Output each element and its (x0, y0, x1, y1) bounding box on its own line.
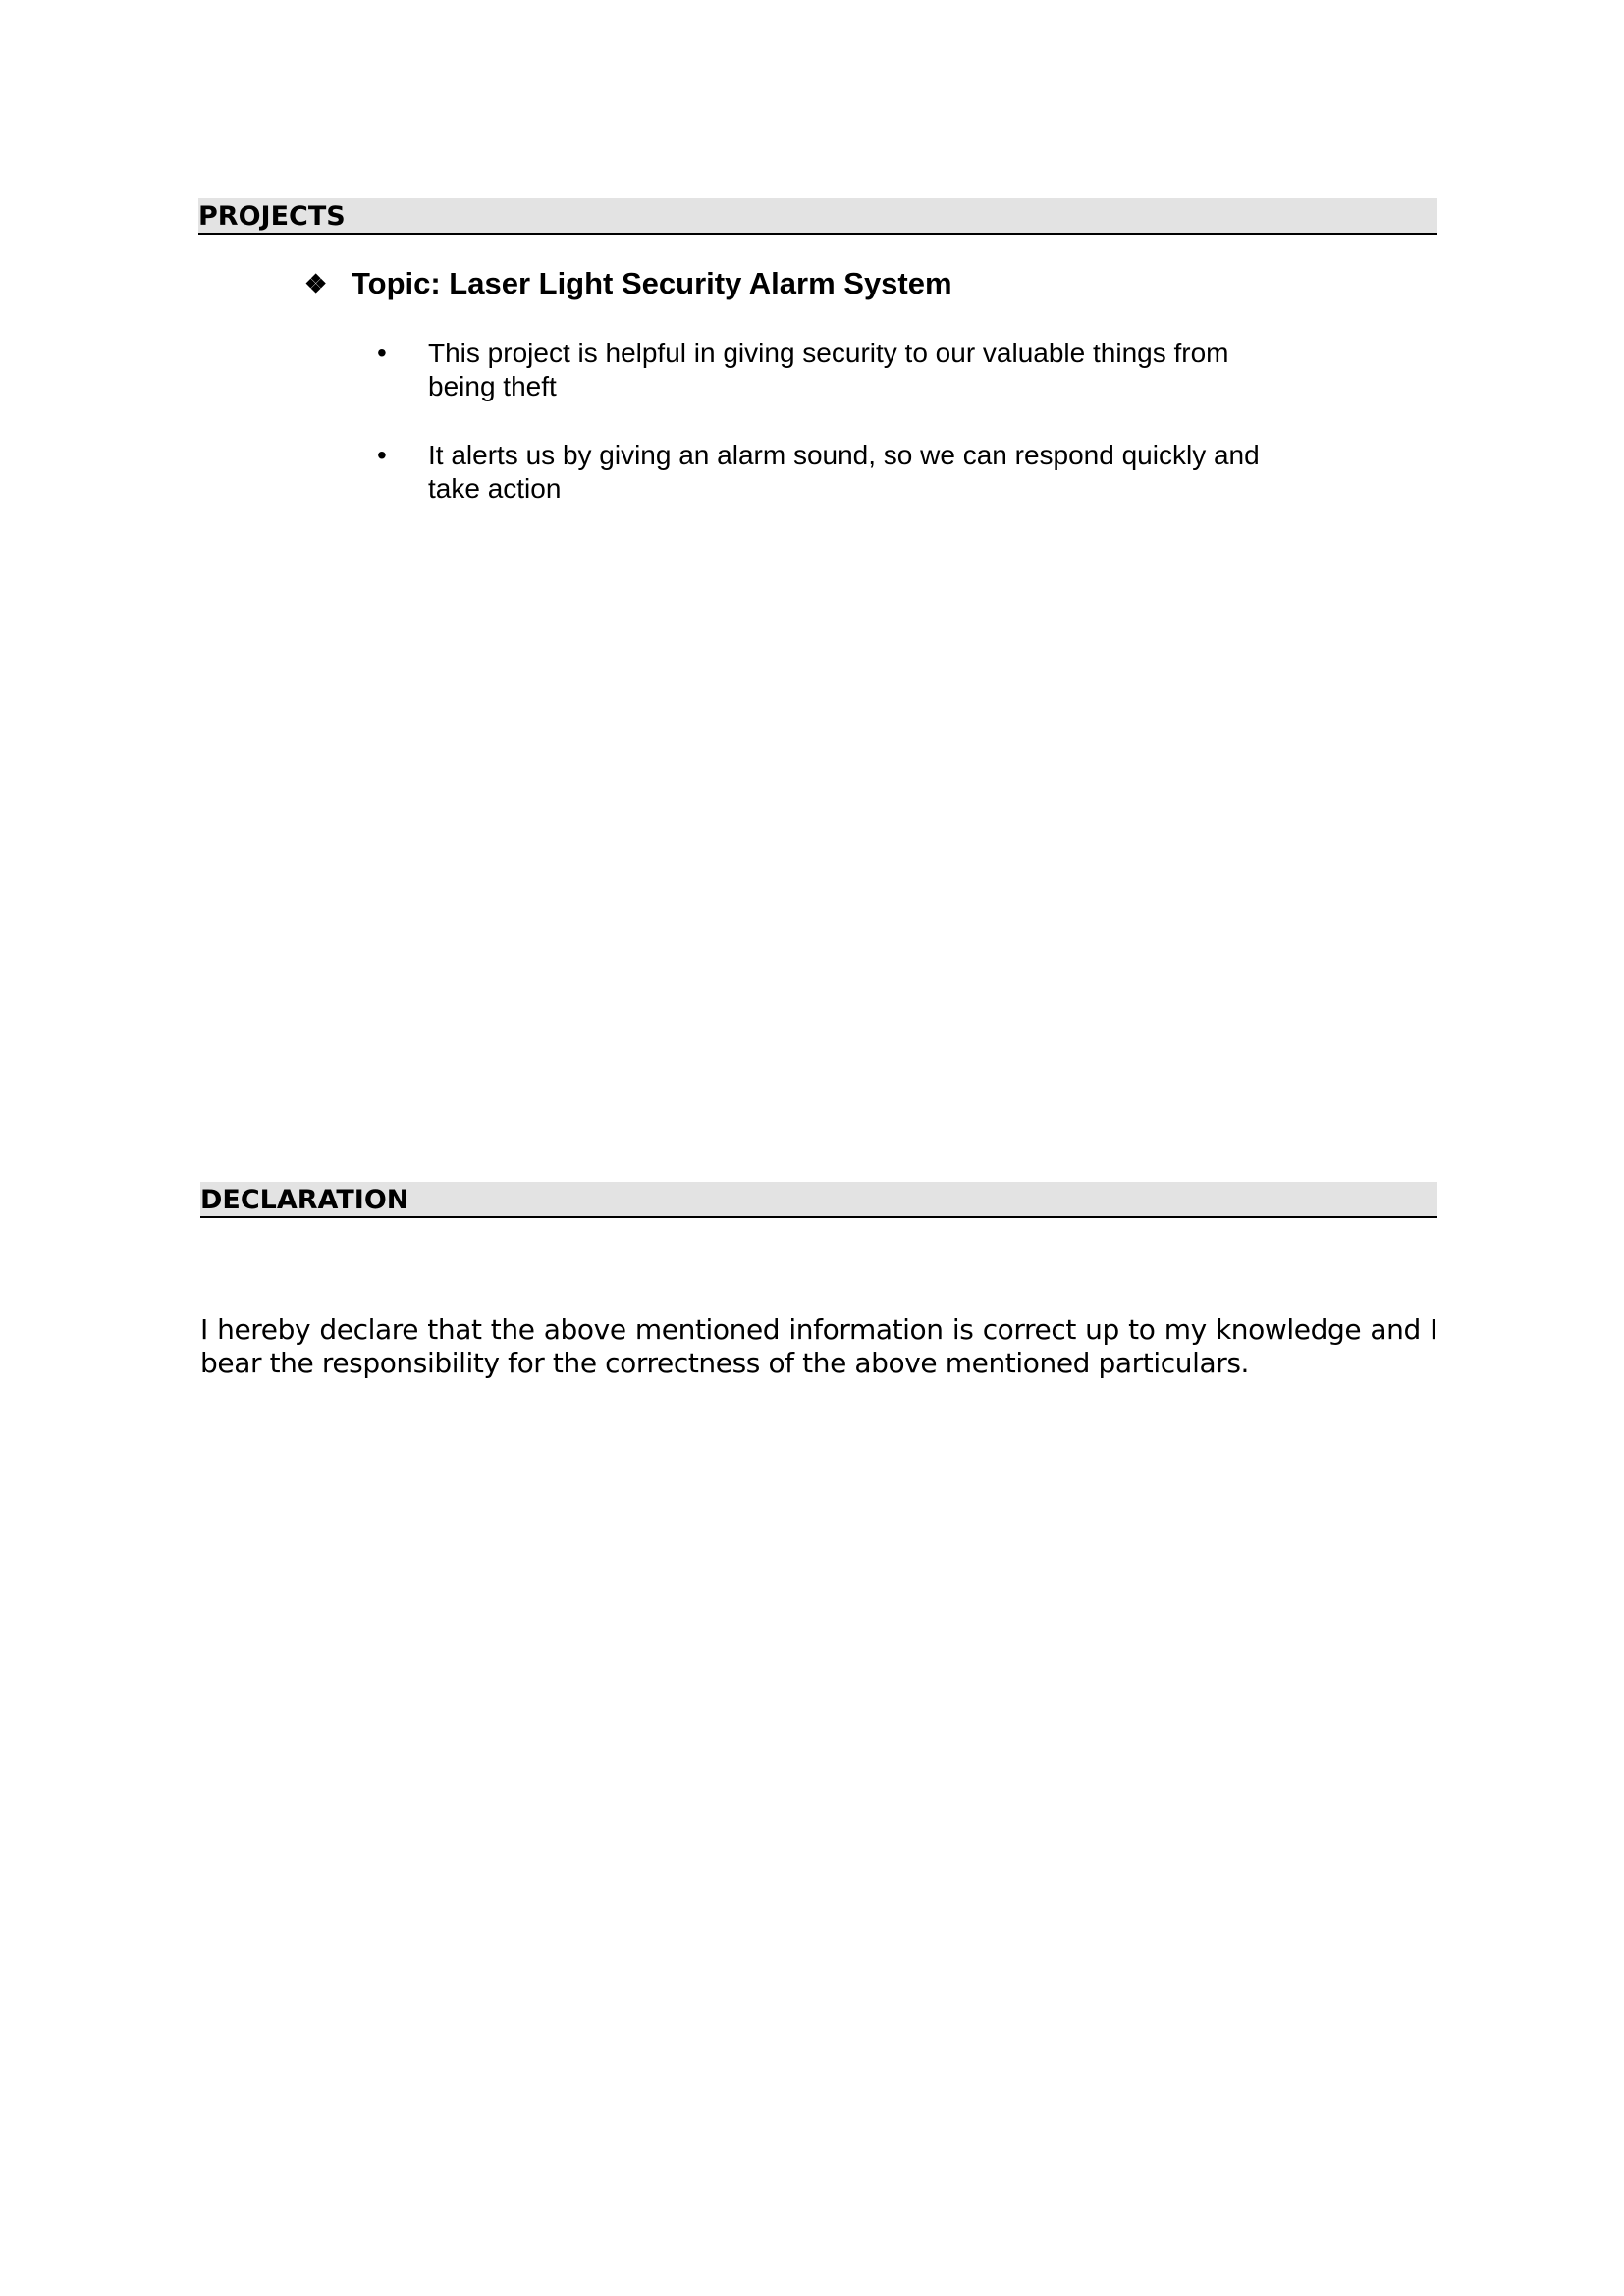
projects-section-heading: PROJECTS (198, 198, 1437, 235)
project-bullet-text: This project is helpful in giving security to our valuable things from being theft (428, 338, 1229, 401)
bullet-icon: • (377, 338, 387, 368)
project-topic (304, 262, 1384, 305)
diamond-ornament-icon: ❖ (304, 269, 328, 298)
bullet-icon: • (377, 440, 387, 470)
project-bullet-list-1 (377, 337, 1261, 403)
declaration-statement: I hereby declare that the above mentioned information is correct up to my knowledge and I bear the responsibility for the correctness of the above mentioned particulars. (200, 1313, 1437, 1379)
list-item (377, 337, 1261, 403)
project-bullet-list-2 (377, 439, 1261, 506)
declaration-section-heading: DECLARATION (200, 1182, 1437, 1218)
project-bullet-text: It alerts us by giving an alarm sound, so we can respond quickly and take action (428, 440, 1260, 504)
project-topic-title: Topic: Laser Light Security Alarm System (352, 266, 952, 300)
list-item (377, 439, 1261, 506)
